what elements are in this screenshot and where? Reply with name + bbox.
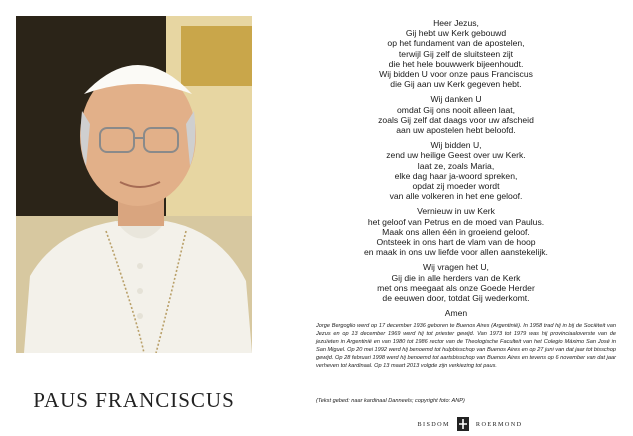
prayer-line: het geloof van Petrus en de moed van Paulus. <box>367 216 545 227</box>
prayer-line: met ons meegaat als onze Goede Herder <box>377 282 535 293</box>
prayer-line: Vernieuw in uw Kerk <box>417 206 495 217</box>
prayer-line: zoals Gij zelf dat daags voor uw afscheid <box>378 114 534 125</box>
prayer-stanza <box>296 206 616 257</box>
prayer-stanza <box>296 140 616 201</box>
prayer-line: Heer Jezus, <box>433 18 479 28</box>
pope-name-caption: PAUS FRANCISCUS <box>33 388 235 412</box>
prayer-line: Wij bidden U, <box>430 140 482 151</box>
prayer-line: Wij danken U <box>430 94 482 105</box>
prayer-line: omdat Gij ons nooit alleen laat, <box>397 104 515 115</box>
prayer-line: Gij die in alle herders van de Kerk <box>391 272 521 283</box>
prayer-line: van alle volkeren in het ene geloof. <box>389 191 523 202</box>
footer-left-label: BISDOM <box>417 420 450 428</box>
prayer-line: de eeuwen door, totdat Gij wederkomt. <box>382 293 530 304</box>
prayer-line: Wij vragen het U, <box>423 262 489 273</box>
prayer-line: Gij hebt uw Kerk gebouwd <box>405 28 507 39</box>
prayer-line: zend uw heilige Geest over uw Kerk. <box>386 150 526 161</box>
copyright-credit: (Tekst gebed: naar kardinaal Danneels; copyright foto: ANP) <box>316 398 465 404</box>
prayer-line: terwijl Gij zelf de sluitsteen zijt <box>398 48 514 59</box>
prayer-stanza <box>296 262 616 303</box>
diocese-footer <box>402 416 538 432</box>
prayer-line: opdat zij moeder wordt <box>412 181 500 192</box>
prayer-line: die het hele bouwwerk bijeenhoudt. <box>388 58 524 69</box>
prayer-line: Ontsteek in ons hart de vlam van de hoop <box>376 237 536 248</box>
prayer-stanza <box>296 94 616 135</box>
prayer-line: en maak in ons uw liefde voor allen aanstekelijk. <box>364 247 548 258</box>
prayer-text <box>296 18 616 318</box>
diocese-crest-icon <box>456 416 470 432</box>
prayer-line: laat ze, zoals Maria, <box>417 160 495 171</box>
biography-text: Jorge Bergoglio werd op 17 december 1936 geboren te Buenos Aires (Argentinië). In 1958 trad hij in bij de Sociëteit van Jezus en op 13 december 1969 werd hij tot priester gewijd. Van 1973 tot 1979 was hij provinciaaloverste van de jezuïeten in Argentinië en van 1980 tot 1986 rector van de Theologische Faculteit van het Colegio Máximo San José in San Miguel. Op 20 mei 1992 werd hij benoemd tot hulpbisschop van Buenos Aires en op 27 juni van dat jaar tot bisschop gewijd. Op 28 februari 1998 werd hij benoemd tot aartsbisschop van Buenos Aires en tevens op 6 november van dat jaar verheven tot kardinaal. Op 13 maart 2013 volgde zijn verkiezing tot paus. <box>316 323 616 370</box>
prayer-line: aan uw apostelen hebt beloofd. <box>396 125 516 136</box>
prayer-line: op het fundament van de apostelen, <box>387 38 525 49</box>
prayer-line: Maak ons allen één in groeiend geloof. <box>382 226 530 237</box>
portrait-photo <box>16 16 252 353</box>
prayer-amen: Amen <box>444 308 468 319</box>
prayer-line: Wij bidden U voor onze paus Franciscus <box>379 69 533 80</box>
prayer-stanza <box>296 18 616 89</box>
prayer-line: die Gij aan uw Kerk gegeven hebt. <box>390 79 522 90</box>
prayer-line: elke dag haar ja-woord spreken, <box>394 170 518 181</box>
footer-right-label: ROERMOND <box>475 420 523 428</box>
